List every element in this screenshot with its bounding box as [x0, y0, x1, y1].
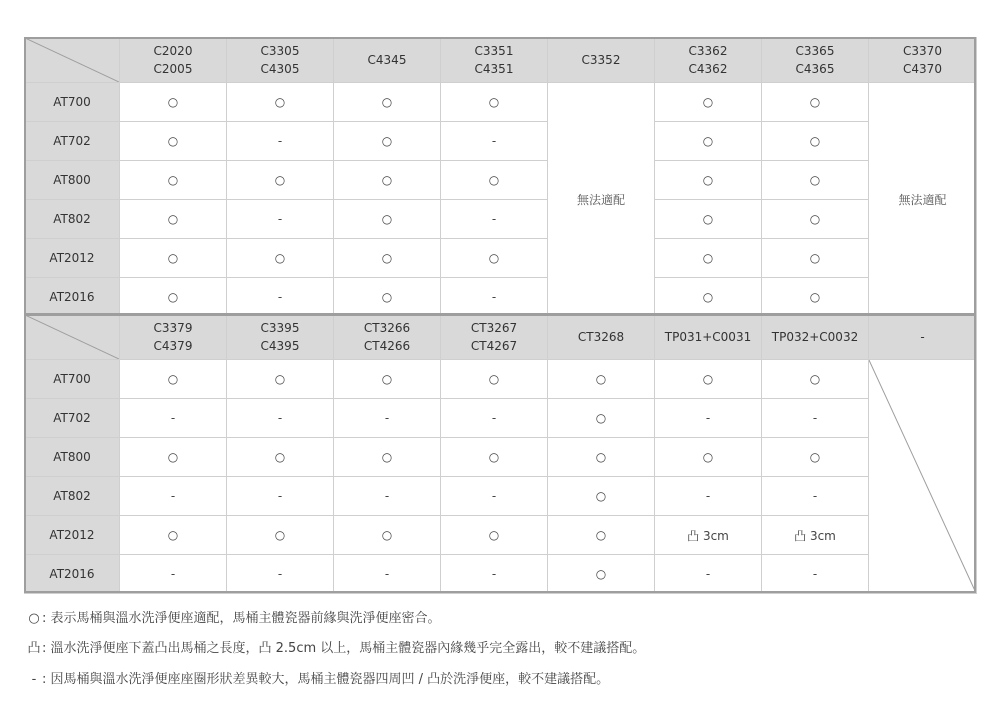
not-recommended-dash-cell: - — [441, 200, 548, 239]
compatible-circle-cell: ○ — [548, 438, 655, 477]
diagonal-line-icon — [25, 315, 119, 359]
table1-row — [25, 200, 977, 239]
table1-header-model — [334, 38, 441, 83]
table2-header-model-line: C4395 — [260, 339, 300, 353]
not-recommended-dash-cell: - — [227, 200, 334, 239]
table2-header-model-line: TP032+C0032 — [771, 330, 859, 344]
table1-row — [25, 83, 977, 122]
legend-not-recommended-text: : 因馬桶與溫水洗淨便座座圈形狀差異較大，馬桶主體瓷器四周凹 / 凸於洗淨便座，較不建議搭配。 — [42, 672, 610, 687]
table1-header-model — [762, 38, 869, 83]
not-recommended-dash-cell: - — [120, 477, 227, 516]
compatible-circle-cell: ○ — [655, 239, 762, 278]
compatible-circle-cell: ○ — [762, 200, 869, 239]
table2-corner-cell — [25, 315, 120, 360]
compatible-circle-cell: ○ — [548, 360, 655, 399]
table2-header-model — [548, 315, 655, 360]
compatible-circle-cell: ○ — [120, 516, 227, 555]
compatible-circle-cell: ○ — [227, 516, 334, 555]
compatible-circle-cell: ○ — [655, 161, 762, 200]
table1-header-model-line: C3370 — [903, 44, 942, 58]
table2-header-model — [334, 315, 441, 360]
not-recommended-dash-cell: - — [120, 555, 227, 594]
not-recommended-dash-cell: - — [227, 555, 334, 594]
legend-circle-symbol: ○ — [28, 611, 40, 626]
compatible-circle-cell: ○ — [762, 161, 869, 200]
compatible-circle-cell: ○ — [548, 399, 655, 438]
compatible-circle-cell: ○ — [120, 360, 227, 399]
compatible-circle-cell: ○ — [120, 200, 227, 239]
table1-row-label: AT2012 — [25, 239, 120, 278]
compatible-circle-cell: ○ — [334, 239, 441, 278]
table1-row-label: AT702 — [25, 122, 120, 161]
not-recommended-dash-cell: - — [441, 399, 548, 438]
not-recommended-dash-cell: - — [227, 122, 334, 161]
compatible-circle-cell: ○ — [334, 438, 441, 477]
compatible-circle-cell: ○ — [227, 438, 334, 477]
protrude-value-cell: 凸 3cm — [655, 516, 762, 555]
table2-blank-cell — [869, 360, 977, 594]
compatible-circle-cell: ○ — [334, 200, 441, 239]
not-recommended-dash-cell: - — [334, 399, 441, 438]
table1-row-label: AT700 — [25, 83, 120, 122]
table1-row-label: AT802 — [25, 200, 120, 239]
table2-header-model-line: TP031+C0031 — [664, 330, 752, 344]
table2-row — [25, 516, 977, 555]
compatible-circle-cell: ○ — [548, 477, 655, 516]
compatible-circle-cell: ○ — [655, 278, 762, 317]
table1-header-model — [120, 38, 227, 83]
not-recommended-dash-cell: - — [441, 555, 548, 594]
compatible-circle-cell: ○ — [120, 161, 227, 200]
table2-header-model — [869, 315, 977, 360]
legend-protrude-symbol: 凸 — [27, 641, 41, 656]
table1-header-model-line: C4345 — [367, 53, 407, 67]
compatible-circle-cell: ○ — [762, 239, 869, 278]
compat-table-2 — [24, 314, 977, 594]
legend-protrude-text: : 溫水洗淨便座下蓋凸出馬桶之長度，凸 2.5cm 以上，馬桶主體瓷器內緣幾乎完全露出，較不建議搭配。 — [42, 641, 646, 656]
table2-header-model-line: CT3266 — [363, 321, 411, 335]
table1-header-model-line: C4362 — [688, 62, 728, 76]
table2-header-model-line: CT3267 — [470, 321, 518, 335]
compatible-circle-cell: ○ — [762, 83, 869, 122]
compatible-circle-cell: ○ — [655, 122, 762, 161]
table1-header-model — [869, 38, 977, 83]
table1-header-model-line: C3305 — [260, 44, 300, 58]
table1-header-model — [227, 38, 334, 83]
compatible-circle-cell: ○ — [548, 555, 655, 594]
compatible-circle-cell: ○ — [655, 360, 762, 399]
compatible-circle-cell: ○ — [655, 83, 762, 122]
table1-row — [25, 278, 977, 317]
table2-row-label: AT2016 — [25, 555, 120, 594]
table2-row — [25, 438, 977, 477]
compatible-circle-cell: ○ — [120, 239, 227, 278]
table2-header-model — [762, 315, 869, 360]
not-recommended-dash-cell: - — [441, 278, 548, 317]
table2-header-model-line: CT4267 — [470, 339, 518, 353]
not-recommended-dash-cell: - — [762, 477, 869, 516]
table2-row — [25, 399, 977, 438]
compatible-circle-cell: ○ — [334, 516, 441, 555]
diagonal-line-icon — [25, 38, 119, 82]
not-recommended-dash-cell: - — [655, 477, 762, 516]
table2-header-model-line: C3395 — [260, 321, 300, 335]
table2-header-model-line: - — [920, 330, 925, 344]
compatible-circle-cell: ○ — [655, 200, 762, 239]
compatible-circle-cell: ○ — [762, 278, 869, 317]
compatible-circle-cell: ○ — [762, 438, 869, 477]
compatible-circle-cell: ○ — [762, 122, 869, 161]
table1-header-model-line: C3365 — [795, 44, 835, 58]
table2-header-model — [441, 315, 548, 360]
legend-protrude — [26, 637, 645, 656]
compatible-circle-cell: ○ — [441, 438, 548, 477]
table2-row-label: AT702 — [25, 399, 120, 438]
not-recommended-dash-cell: - — [441, 477, 548, 516]
compatible-circle-cell: ○ — [441, 239, 548, 278]
compatible-circle-cell: ○ — [334, 278, 441, 317]
table1-row — [25, 239, 977, 278]
table1-header-model — [655, 38, 762, 83]
table1-header-model-line: C3351 — [474, 44, 514, 58]
not-recommended-dash-cell: - — [762, 555, 869, 594]
table1-header-model — [548, 38, 655, 83]
compatible-circle-cell: ○ — [227, 360, 334, 399]
not-recommended-dash-cell: - — [655, 399, 762, 438]
compatible-circle-cell: ○ — [655, 438, 762, 477]
c3370-incompatible-cell: 無法適配 — [869, 83, 977, 317]
compatible-circle-cell: ○ — [227, 161, 334, 200]
legend-dash-symbol: - — [31, 672, 37, 687]
table2-row-label: AT700 — [25, 360, 120, 399]
protrude-value-cell: 凸 3cm — [762, 516, 869, 555]
compatible-circle-cell: ○ — [441, 83, 548, 122]
table1-row — [25, 122, 977, 161]
table1-header-model-line: C4351 — [474, 62, 514, 76]
compatible-circle-cell: ○ — [334, 360, 441, 399]
table1-row-label: AT2016 — [25, 278, 120, 317]
table1-header-model-line: C2005 — [153, 62, 193, 76]
table1-header-model-line: C3352 — [581, 53, 621, 67]
not-recommended-dash-cell: - — [334, 555, 441, 594]
table2-header-model — [655, 315, 762, 360]
table2-header-model — [120, 315, 227, 360]
not-recommended-dash-cell: - — [762, 399, 869, 438]
c3352-incompatible-cell: 無法適配 — [548, 83, 655, 317]
compatible-circle-cell: ○ — [120, 278, 227, 317]
compatible-circle-cell: ○ — [227, 239, 334, 278]
compat-table-1 — [24, 37, 977, 317]
not-recommended-dash-cell: - — [227, 278, 334, 317]
table2-header-model-line: CT4266 — [363, 339, 411, 353]
table2-header-model-line: C3379 — [153, 321, 193, 335]
compatible-circle-cell: ○ — [441, 161, 548, 200]
compatible-circle-cell: ○ — [120, 122, 227, 161]
compatible-circle-cell: ○ — [762, 360, 869, 399]
table1-corner-cell — [25, 38, 120, 83]
table1-header-model-line: C4370 — [903, 62, 942, 76]
table1-header-model-line: C4305 — [260, 62, 300, 76]
table2-header-model — [227, 315, 334, 360]
diagonal-line-icon — [869, 360, 976, 593]
table1-header-row — [25, 38, 977, 83]
legend-not-recommended — [26, 668, 609, 687]
compatible-circle-cell: ○ — [334, 161, 441, 200]
legend-compatible-text: : 表示馬桶與溫水洗淨便座適配，馬桶主體瓷器前緣與洗淨便座密合。 — [42, 611, 441, 626]
table2-row-label: AT800 — [25, 438, 120, 477]
table2-row — [25, 555, 977, 594]
compatible-circle-cell: ○ — [334, 122, 441, 161]
compatible-circle-cell: ○ — [120, 83, 227, 122]
table1-row-label: AT800 — [25, 161, 120, 200]
not-recommended-dash-cell: - — [334, 477, 441, 516]
not-recommended-dash-cell: - — [441, 122, 548, 161]
not-recommended-dash-cell: - — [227, 477, 334, 516]
table1-header-model-line: C3362 — [688, 44, 728, 58]
compatible-circle-cell: ○ — [120, 438, 227, 477]
not-recommended-dash-cell: - — [120, 399, 227, 438]
table2-row-label: AT2012 — [25, 516, 120, 555]
compatible-circle-cell: ○ — [227, 83, 334, 122]
table2-header-model-line: C4379 — [153, 339, 193, 353]
compatible-circle-cell: ○ — [441, 516, 548, 555]
table2-row — [25, 477, 977, 516]
table2-header-row — [25, 315, 977, 360]
legend-compatible — [26, 607, 441, 626]
table1-header-model — [441, 38, 548, 83]
table2-row — [25, 360, 977, 399]
table2-row-label: AT802 — [25, 477, 120, 516]
table1-row — [25, 161, 977, 200]
table1-header-model-line: C4365 — [795, 62, 835, 76]
table1-header-model-line: C2020 — [153, 44, 193, 58]
compatible-circle-cell: ○ — [548, 516, 655, 555]
compatible-circle-cell: ○ — [334, 83, 441, 122]
table2-header-model-line: CT3268 — [577, 330, 625, 344]
not-recommended-dash-cell: - — [227, 399, 334, 438]
compatible-circle-cell: ○ — [441, 360, 548, 399]
not-recommended-dash-cell: - — [655, 555, 762, 594]
